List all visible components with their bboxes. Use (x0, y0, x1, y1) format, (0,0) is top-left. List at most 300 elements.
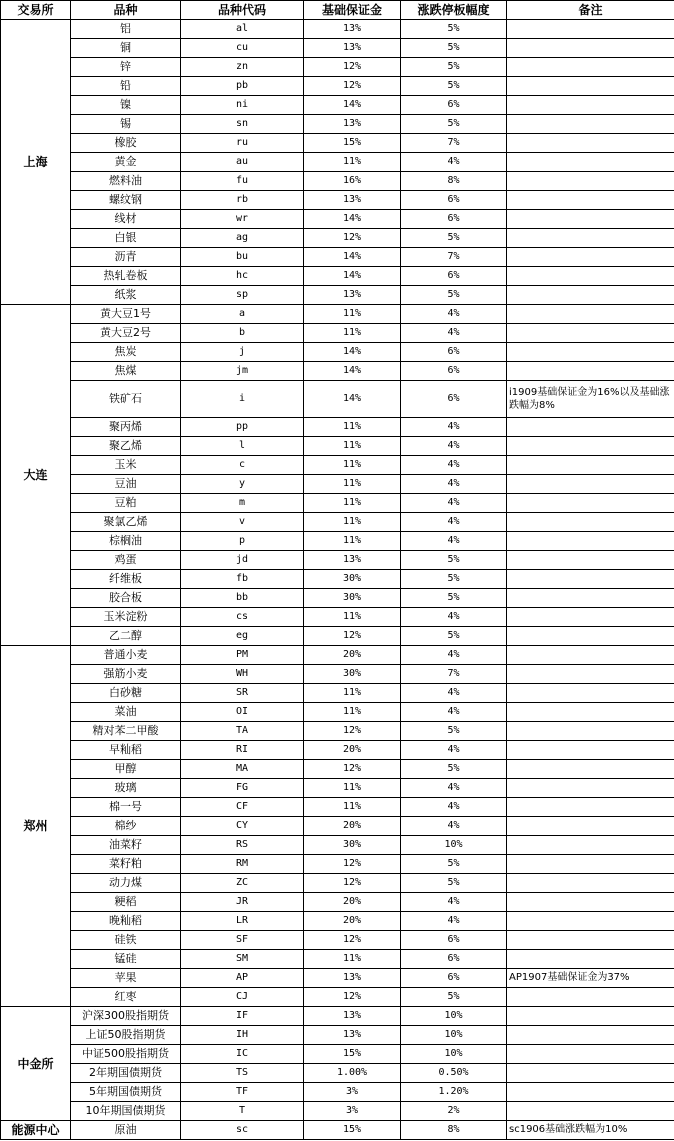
product-cell: 原油 (71, 1121, 181, 1140)
table-row (1, 874, 674, 893)
limit-cell: 4% (401, 153, 507, 172)
code-cell: RI (181, 741, 304, 760)
note-cell (507, 324, 674, 343)
note-cell (507, 646, 674, 665)
table-row (1, 741, 674, 760)
product-cell: 乙二醇 (71, 627, 181, 646)
code-cell: v (181, 513, 304, 532)
product-cell: 豆粕 (71, 494, 181, 513)
limit-cell: 5% (401, 551, 507, 570)
limit-cell: 4% (401, 475, 507, 494)
limit-cell: 10% (401, 836, 507, 855)
limit-cell: 4% (401, 798, 507, 817)
product-cell: 油菜籽 (71, 836, 181, 855)
product-cell: 棉纱 (71, 817, 181, 836)
note-cell (507, 1064, 674, 1083)
limit-cell: 4% (401, 779, 507, 798)
code-cell: SM (181, 950, 304, 969)
note-cell (507, 229, 674, 248)
product-cell: 镍 (71, 96, 181, 115)
product-cell: 白银 (71, 229, 181, 248)
table-row (1, 324, 674, 343)
margin-cell: 11% (304, 532, 401, 551)
code-cell: ru (181, 134, 304, 153)
note-cell (507, 172, 674, 191)
margin-cell: 11% (304, 703, 401, 722)
note-cell (507, 874, 674, 893)
note-cell (507, 153, 674, 172)
table-row (1, 1045, 674, 1064)
product-cell: 锌 (71, 58, 181, 77)
product-cell: 黄大豆2号 (71, 324, 181, 343)
table-row (1, 627, 674, 646)
table-row (1, 684, 674, 703)
product-cell: 菜油 (71, 703, 181, 722)
product-cell: 热轧卷板 (71, 267, 181, 286)
product-cell: 纤维板 (71, 570, 181, 589)
note-cell (507, 684, 674, 703)
limit-cell: 2% (401, 1102, 507, 1121)
code-cell: ag (181, 229, 304, 248)
limit-cell: 1.20% (401, 1083, 507, 1102)
table-row (1, 20, 674, 39)
note-cell (507, 115, 674, 134)
note-cell (507, 703, 674, 722)
code-cell: IC (181, 1045, 304, 1064)
code-cell: SR (181, 684, 304, 703)
note-cell (507, 893, 674, 912)
table-row (1, 229, 674, 248)
table-row (1, 191, 674, 210)
table-row (1, 1064, 674, 1083)
code-cell: jm (181, 362, 304, 381)
note-cell (507, 912, 674, 931)
product-cell: 铅 (71, 77, 181, 96)
limit-cell: 6% (401, 267, 507, 286)
limit-cell: 4% (401, 893, 507, 912)
code-cell: AP (181, 969, 304, 988)
limit-cell: 4% (401, 741, 507, 760)
product-cell: 纸浆 (71, 286, 181, 305)
table-row (1, 817, 674, 836)
limit-cell: 4% (401, 418, 507, 437)
limit-cell: 6% (401, 343, 507, 362)
table-row (1, 1121, 674, 1140)
table-row (1, 665, 674, 684)
product-cell: 豆油 (71, 475, 181, 494)
product-cell: 铁矿石 (71, 381, 181, 418)
product-cell: 线材 (71, 210, 181, 229)
table-row (1, 134, 674, 153)
limit-cell: 5% (401, 874, 507, 893)
margin-cell: 20% (304, 893, 401, 912)
code-cell: OI (181, 703, 304, 722)
code-cell: cu (181, 39, 304, 58)
table-row (1, 760, 674, 779)
margin-cell: 11% (304, 153, 401, 172)
margin-cell: 13% (304, 1007, 401, 1026)
code-cell: fb (181, 570, 304, 589)
margin-cell: 15% (304, 1045, 401, 1064)
table-row (1, 836, 674, 855)
table-row (1, 988, 674, 1007)
table-row (1, 305, 674, 324)
limit-cell: 4% (401, 494, 507, 513)
limit-cell: 10% (401, 1045, 507, 1064)
product-cell: 棉一号 (71, 798, 181, 817)
limit-cell: 4% (401, 912, 507, 931)
note-cell (507, 267, 674, 286)
margin-cell: 15% (304, 134, 401, 153)
margin-cell: 11% (304, 950, 401, 969)
code-cell: y (181, 475, 304, 494)
limit-cell: 6% (401, 191, 507, 210)
limit-cell: 4% (401, 305, 507, 324)
margin-cell: 11% (304, 456, 401, 475)
margin-cell: 20% (304, 817, 401, 836)
code-cell: TS (181, 1064, 304, 1083)
product-cell: 黄大豆1号 (71, 305, 181, 324)
note-cell (507, 1102, 674, 1121)
limit-cell: 7% (401, 665, 507, 684)
code-cell: al (181, 20, 304, 39)
margin-cell: 13% (304, 969, 401, 988)
code-cell: zn (181, 58, 304, 77)
note-cell (507, 950, 674, 969)
note-cell (507, 134, 674, 153)
note-cell (507, 931, 674, 950)
code-cell: au (181, 153, 304, 172)
product-cell: 普通小麦 (71, 646, 181, 665)
code-cell: IH (181, 1026, 304, 1045)
note-cell: AP1907基础保证金为37% (507, 969, 674, 988)
limit-cell: 5% (401, 58, 507, 77)
margin-cell: 30% (304, 570, 401, 589)
product-cell: 锰硅 (71, 950, 181, 969)
table-row (1, 381, 674, 418)
exchange-cell: 大连 (1, 305, 71, 646)
exchange-cell: 上海 (1, 20, 71, 305)
product-cell: 晚籼稻 (71, 912, 181, 931)
margin-cell: 12% (304, 77, 401, 96)
note-cell (507, 456, 674, 475)
note-cell (507, 39, 674, 58)
code-cell: CF (181, 798, 304, 817)
product-cell: 强筋小麦 (71, 665, 181, 684)
code-cell: sc (181, 1121, 304, 1140)
code-cell: pp (181, 418, 304, 437)
product-cell: 焦煤 (71, 362, 181, 381)
note-cell (507, 191, 674, 210)
code-cell: bb (181, 589, 304, 608)
product-cell: 聚乙烯 (71, 437, 181, 456)
limit-cell: 4% (401, 437, 507, 456)
limit-cell: 5% (401, 39, 507, 58)
margin-cell: 12% (304, 760, 401, 779)
product-cell: 早籼稻 (71, 741, 181, 760)
code-cell: CJ (181, 988, 304, 1007)
exchange-cell: 郑州 (1, 646, 71, 1007)
product-cell: 黄金 (71, 153, 181, 172)
code-cell: TA (181, 722, 304, 741)
table-row (1, 286, 674, 305)
note-cell (507, 589, 674, 608)
product-cell: 粳稻 (71, 893, 181, 912)
product-cell: 玻璃 (71, 779, 181, 798)
product-cell: 铜 (71, 39, 181, 58)
product-cell: 鸡蛋 (71, 551, 181, 570)
product-cell: 中证500股指期货 (71, 1045, 181, 1064)
code-cell: pb (181, 77, 304, 96)
product-cell: 白砂糖 (71, 684, 181, 703)
header-margin: 基础保证金 (304, 1, 401, 20)
code-cell: RM (181, 855, 304, 874)
table-row (1, 115, 674, 134)
note-cell (507, 855, 674, 874)
product-cell: 聚丙烯 (71, 418, 181, 437)
code-cell: IF (181, 1007, 304, 1026)
limit-cell: 6% (401, 381, 507, 418)
margin-cell: 12% (304, 874, 401, 893)
margin-cell: 14% (304, 381, 401, 418)
limit-cell: 10% (401, 1007, 507, 1026)
margin-cell: 20% (304, 741, 401, 760)
code-cell: sp (181, 286, 304, 305)
product-cell: 铝 (71, 20, 181, 39)
margin-cell: 11% (304, 494, 401, 513)
product-cell: 2年期国债期货 (71, 1064, 181, 1083)
exchange-cell: 中金所 (1, 1007, 71, 1121)
note-cell: sc1906基础涨跌幅为10% (507, 1121, 674, 1140)
header-product: 品种 (71, 1, 181, 20)
margin-cell: 16% (304, 172, 401, 191)
margin-cell: 11% (304, 418, 401, 437)
product-cell: 苹果 (71, 969, 181, 988)
table-body (1, 20, 674, 1140)
margin-cell: 12% (304, 722, 401, 741)
table-row (1, 343, 674, 362)
note-cell (507, 722, 674, 741)
product-cell: 聚氯乙烯 (71, 513, 181, 532)
header-note: 备注 (507, 1, 674, 20)
table-row (1, 893, 674, 912)
limit-cell: 5% (401, 20, 507, 39)
margin-cell: 11% (304, 437, 401, 456)
code-cell: MA (181, 760, 304, 779)
margin-cell: 11% (304, 798, 401, 817)
product-cell: 玉米 (71, 456, 181, 475)
margin-cell: 3% (304, 1102, 401, 1121)
code-cell: CY (181, 817, 304, 836)
code-cell: ni (181, 96, 304, 115)
note-cell (507, 362, 674, 381)
note-cell (507, 305, 674, 324)
note-cell (507, 437, 674, 456)
limit-cell: 5% (401, 627, 507, 646)
code-cell: cs (181, 608, 304, 627)
note-cell (507, 210, 674, 229)
code-cell: sn (181, 115, 304, 134)
product-cell: 5年期国债期货 (71, 1083, 181, 1102)
note-cell (507, 286, 674, 305)
table-row (1, 551, 674, 570)
limit-cell: 5% (401, 589, 507, 608)
code-cell: PM (181, 646, 304, 665)
note-cell (507, 665, 674, 684)
table-row (1, 475, 674, 494)
margin-cell: 13% (304, 20, 401, 39)
margin-cell: 11% (304, 475, 401, 494)
header-row (1, 1, 674, 20)
margin-cell: 11% (304, 779, 401, 798)
margin-cell: 13% (304, 115, 401, 134)
header-code: 品种代码 (181, 1, 304, 20)
margin-cell: 12% (304, 988, 401, 1007)
table-row (1, 703, 674, 722)
code-cell: bu (181, 248, 304, 267)
code-cell: ZC (181, 874, 304, 893)
limit-cell: 4% (401, 456, 507, 475)
table-row (1, 1026, 674, 1045)
limit-cell: 8% (401, 1121, 507, 1140)
limit-cell: 6% (401, 362, 507, 381)
product-cell: 螺纹钢 (71, 191, 181, 210)
code-cell: i (181, 381, 304, 418)
header-exchange: 交易所 (1, 1, 71, 20)
header-limit: 涨跌停板幅度 (401, 1, 507, 20)
margin-cell: 14% (304, 343, 401, 362)
table-row (1, 39, 674, 58)
table-row (1, 1083, 674, 1102)
limit-cell: 5% (401, 115, 507, 134)
note-cell (507, 779, 674, 798)
limit-cell: 6% (401, 969, 507, 988)
note-cell (507, 741, 674, 760)
margin-cell: 30% (304, 665, 401, 684)
margin-cell: 11% (304, 608, 401, 627)
margin-cell: 13% (304, 39, 401, 58)
table-row (1, 267, 674, 286)
table-row (1, 950, 674, 969)
note-cell (507, 58, 674, 77)
code-cell: TF (181, 1083, 304, 1102)
table-row (1, 1007, 674, 1026)
code-cell: eg (181, 627, 304, 646)
code-cell: SF (181, 931, 304, 950)
table-row (1, 532, 674, 551)
code-cell: p (181, 532, 304, 551)
table-row (1, 969, 674, 988)
code-cell: JR (181, 893, 304, 912)
limit-cell: 7% (401, 248, 507, 267)
note-cell (507, 836, 674, 855)
table-row (1, 779, 674, 798)
limit-cell: 5% (401, 570, 507, 589)
table-row (1, 855, 674, 874)
note-cell (507, 627, 674, 646)
note-cell (507, 1026, 674, 1045)
margin-cell: 12% (304, 855, 401, 874)
margin-cell: 20% (304, 646, 401, 665)
table-row (1, 456, 674, 475)
table-row (1, 513, 674, 532)
product-cell: 沥青 (71, 248, 181, 267)
table-row (1, 608, 674, 627)
limit-cell: 5% (401, 77, 507, 96)
note-cell (507, 494, 674, 513)
product-cell: 胶合板 (71, 589, 181, 608)
margin-cell: 12% (304, 58, 401, 77)
code-cell: jd (181, 551, 304, 570)
margin-cell: 12% (304, 627, 401, 646)
code-cell: fu (181, 172, 304, 191)
code-cell: hc (181, 267, 304, 286)
limit-cell: 0.50% (401, 1064, 507, 1083)
limit-cell: 10% (401, 1026, 507, 1045)
note-cell (507, 20, 674, 39)
table-row (1, 96, 674, 115)
table-row (1, 77, 674, 96)
product-cell: 精对苯二甲酸 (71, 722, 181, 741)
table-row (1, 722, 674, 741)
margin-cell: 14% (304, 96, 401, 115)
margin-cell: 1.00% (304, 1064, 401, 1083)
limit-cell: 8% (401, 172, 507, 191)
code-cell: c (181, 456, 304, 475)
limit-cell: 6% (401, 931, 507, 950)
margin-cell: 14% (304, 267, 401, 286)
note-cell (507, 551, 674, 570)
note-cell (507, 988, 674, 1007)
note-cell (507, 570, 674, 589)
table-row (1, 931, 674, 950)
product-cell: 玉米淀粉 (71, 608, 181, 627)
product-cell: 甲醇 (71, 760, 181, 779)
limit-cell: 5% (401, 988, 507, 1007)
table-row (1, 494, 674, 513)
product-cell: 焦炭 (71, 343, 181, 362)
product-cell: 动力煤 (71, 874, 181, 893)
limit-cell: 5% (401, 229, 507, 248)
limit-cell: 4% (401, 817, 507, 836)
note-cell (507, 418, 674, 437)
limit-cell: 6% (401, 96, 507, 115)
margin-cell: 3% (304, 1083, 401, 1102)
code-cell: RS (181, 836, 304, 855)
margin-cell: 15% (304, 1121, 401, 1140)
limit-cell: 4% (401, 513, 507, 532)
product-cell: 锡 (71, 115, 181, 134)
limit-cell: 4% (401, 684, 507, 703)
code-cell: l (181, 437, 304, 456)
margin-cell: 30% (304, 589, 401, 608)
margin-cell: 13% (304, 1026, 401, 1045)
margin-cell: 12% (304, 229, 401, 248)
margin-cell: 13% (304, 191, 401, 210)
margin-cell: 30% (304, 836, 401, 855)
product-cell: 沪深300股指期货 (71, 1007, 181, 1026)
product-cell: 菜籽粕 (71, 855, 181, 874)
table-row (1, 418, 674, 437)
note-cell (507, 798, 674, 817)
limit-cell: 4% (401, 532, 507, 551)
note-cell (507, 608, 674, 627)
limit-cell: 7% (401, 134, 507, 153)
margin-cell: 14% (304, 248, 401, 267)
margin-cell: 13% (304, 551, 401, 570)
table-row (1, 210, 674, 229)
note-cell (507, 475, 674, 494)
